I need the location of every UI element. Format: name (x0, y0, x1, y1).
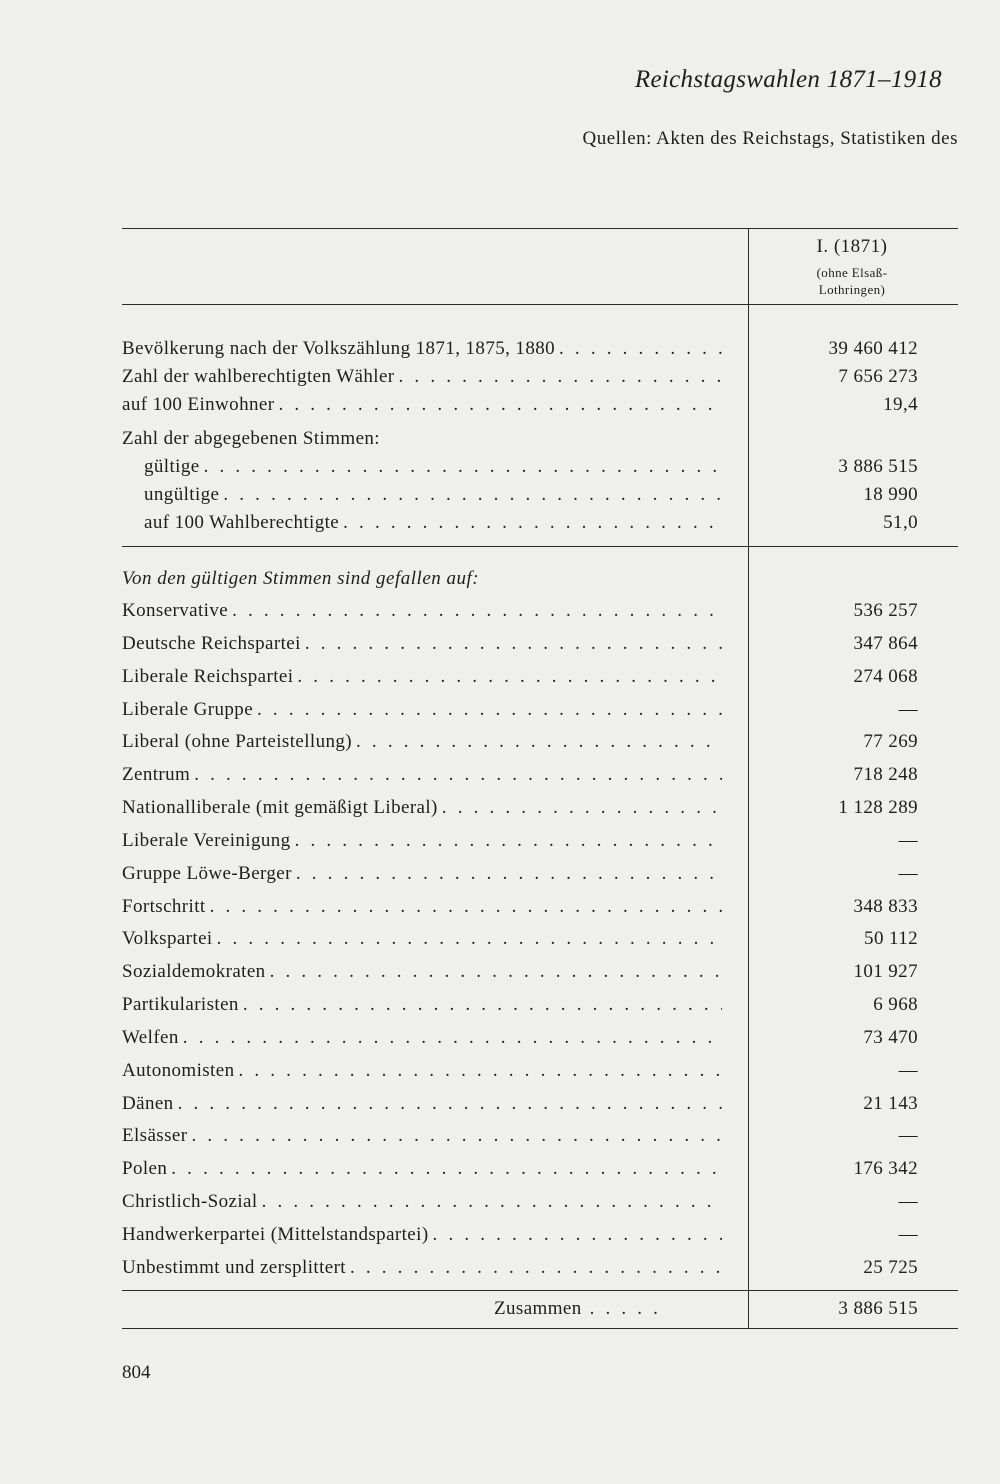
page-number: 804 (122, 1362, 151, 1383)
table-row (122, 731, 918, 763)
row-value: 536 257 (853, 600, 918, 621)
table-row (122, 1191, 918, 1223)
table-row (122, 394, 918, 426)
table-row (122, 797, 918, 829)
row-value: 176 342 (853, 1158, 918, 1179)
row-value: 51,0 (883, 512, 918, 533)
row-value: — (898, 1060, 918, 1081)
votes-heading: Zahl der abgegebenen Stimmen: (122, 428, 380, 449)
row-value: 101 927 (853, 961, 918, 982)
row-label: Dänen (122, 1093, 178, 1115)
table-row (122, 600, 918, 632)
row-label: Handwerkerpartei (Mittelstandspartei) (122, 1224, 433, 1246)
table-row (122, 1125, 918, 1157)
row-value: 6 968 (873, 994, 918, 1015)
table-row (122, 1093, 918, 1125)
table-row (122, 1224, 918, 1256)
row-label: gültige (144, 456, 204, 478)
row-label: Sozialdemokraten (122, 961, 270, 983)
section-divider-rule (122, 546, 958, 547)
row-label: Bevölkerung nach der Volkszählung 1871, 1875, 1880 (122, 338, 559, 360)
row-label: Polen (122, 1158, 171, 1180)
table-row (122, 830, 918, 862)
row-value: — (898, 863, 918, 884)
row-value: — (898, 1125, 918, 1146)
row-value: 718 248 (853, 764, 918, 785)
table-row (122, 633, 918, 665)
row-value: — (898, 699, 918, 720)
row-label: auf 100 Einwohner (122, 394, 278, 416)
row-value: 348 833 (853, 896, 918, 917)
row-value: 77 269 (863, 731, 918, 752)
page-title: Reichstagswahlen 1871–1918 (634, 66, 942, 93)
total-row: Zusammen . . . . . 3 886 515 (494, 1298, 918, 1319)
row-label: Liberale Gruppe (122, 699, 257, 721)
row-value: 274 068 (853, 666, 918, 687)
table-row (122, 961, 918, 993)
row-value: 19,4 (883, 394, 918, 415)
row-value: 25 725 (863, 1257, 918, 1278)
row-label: Deutsche Reichspartei (122, 633, 305, 655)
row-label: Gruppe Löwe-Berger (122, 863, 296, 885)
row-value: — (898, 830, 918, 851)
table-row (122, 1257, 918, 1289)
table-row (122, 1027, 918, 1059)
column-note-line1: (ohne Elsaß- (816, 265, 888, 280)
row-value: 18 990 (863, 484, 918, 505)
row-label: Autonomisten (122, 1060, 238, 1082)
table-row (122, 896, 918, 928)
row-label: Liberal (ohne Parteistellung) (122, 731, 356, 753)
row-value: 7 656 273 (838, 366, 918, 387)
row-label: Christlich-Sozial (122, 1191, 262, 1213)
row-label: Liberale Reichspartei (122, 666, 297, 688)
row-label: Unbestimmt und zersplittert (122, 1257, 350, 1279)
row-value: 21 143 (863, 1093, 918, 1114)
table-row (122, 1060, 918, 1092)
header-bottom-rule (122, 304, 958, 305)
column-note-line2: Lothringen) (818, 282, 886, 297)
row-value: 347 864 (853, 633, 918, 654)
table-row (122, 666, 918, 698)
row-label: Welfen (122, 1027, 183, 1049)
sources-line: Quellen: Akten des Reichstags, Statistiken des (582, 128, 958, 149)
row-value: — (898, 1191, 918, 1212)
row-value: 1 128 289 (838, 797, 918, 818)
row-label: Fortschritt (122, 896, 210, 918)
total-top-rule (122, 1290, 958, 1291)
row-label: Elsässer (122, 1125, 191, 1147)
row-value: 73 470 (863, 1027, 918, 1048)
parties-heading: Von den gültigen Stimmen sind gefallen auf: (122, 568, 480, 589)
table-row (122, 764, 918, 796)
total-label: Zusammen (494, 1298, 582, 1319)
total-value: 3 886 515 (838, 1298, 918, 1319)
row-label: Konservative (122, 600, 232, 622)
row-value: — (898, 1224, 918, 1245)
row-label: Volkspartei (122, 928, 217, 950)
column-label: I. (1871) (816, 236, 888, 257)
table-row (122, 512, 918, 544)
table-row (122, 863, 918, 895)
column-header (750, 0, 954, 298)
row-label: Nationalliberale (mit gemäßigt Liberal) (122, 797, 442, 819)
row-label: ungültige (144, 484, 223, 506)
table-row (122, 994, 918, 1026)
row-value: 50 112 (864, 928, 918, 949)
row-label: Zentrum (122, 764, 194, 786)
table-row (122, 699, 918, 731)
row-value: 39 460 412 (828, 338, 918, 359)
row-value: 3 886 515 (838, 456, 918, 477)
row-label: Liberale Vereinigung (122, 830, 295, 852)
row-label: auf 100 Wahlberechtigte (144, 512, 343, 534)
row-label: Zahl der wahlberechtigten Wähler (122, 366, 399, 388)
row-label: Partikularisten (122, 994, 243, 1016)
table-row (122, 1158, 918, 1190)
table-row (122, 928, 918, 960)
